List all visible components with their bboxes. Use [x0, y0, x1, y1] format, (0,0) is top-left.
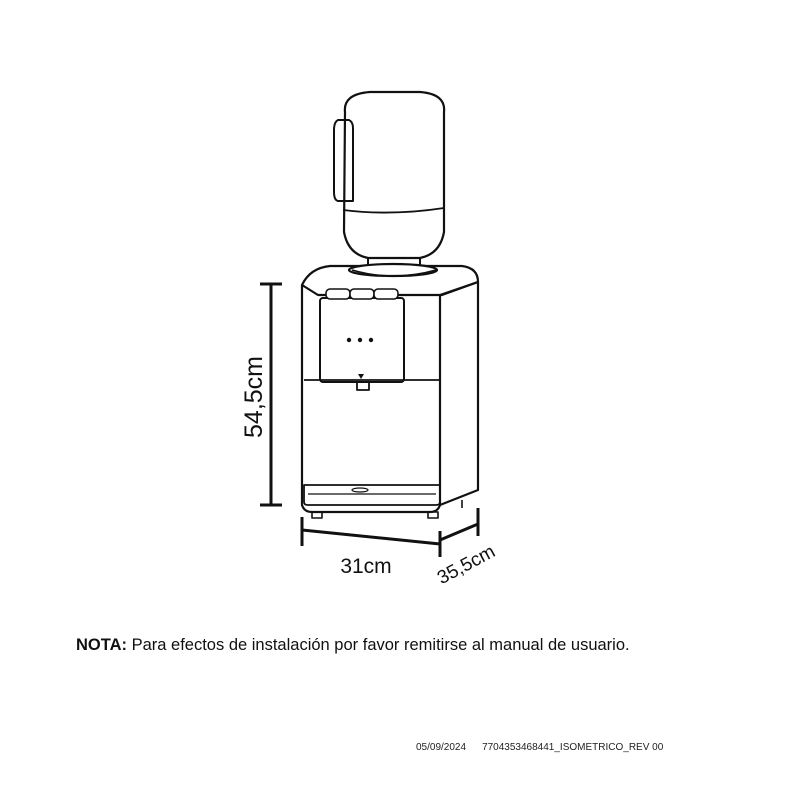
indicator-lights [347, 338, 373, 379]
note-text: Para efectos de instalación por favor remitirse al manual de usuario. [127, 636, 630, 654]
jug-shoulder-line [343, 208, 444, 213]
depth-dimension [440, 508, 478, 540]
cabinet-front [302, 285, 440, 512]
spout-arrow [358, 374, 364, 379]
cabinet-side [440, 282, 478, 505]
indicator-dot [369, 338, 373, 342]
spout [357, 383, 369, 390]
drip-tray [304, 485, 440, 505]
button-middle [350, 289, 374, 299]
button-left [326, 289, 350, 299]
note-label: NOTA: [76, 636, 128, 654]
water-jug [334, 92, 444, 268]
dispenser-cabinet [302, 264, 478, 518]
installation-note [76, 636, 630, 655]
indicator-dot [358, 338, 362, 342]
footer-date: 05/09/2024 [416, 742, 467, 753]
width-dimension [302, 517, 440, 557]
jug-body [344, 92, 444, 258]
footer-document-code: 7704353468441_ISOMETRICO_REV 00 [482, 742, 664, 753]
document-footer [416, 742, 663, 753]
button-right [374, 289, 398, 299]
width-label: 31cm [340, 555, 392, 578]
indicator-dot [347, 338, 351, 342]
jug-collar [349, 264, 437, 276]
height-label: 54,5cm [240, 356, 268, 438]
depth-label: 35,5cm [433, 541, 499, 590]
